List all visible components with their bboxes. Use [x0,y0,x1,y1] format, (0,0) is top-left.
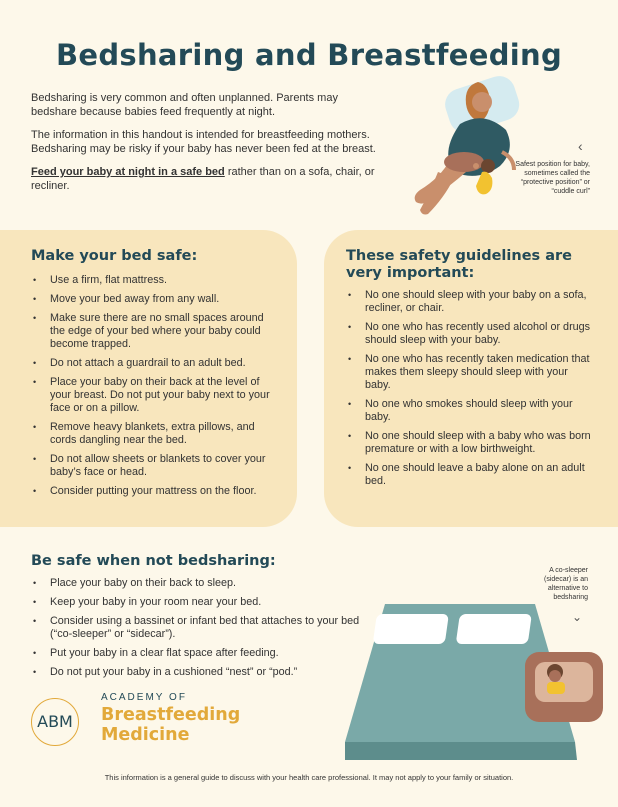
safety-guidelines-heading: These safety guidelines are very important: [346,248,572,281]
list-item: • No one who has recently taken medication that makes them sleepy should sleep with your baby. [346,353,596,392]
co-sleeper-caption: A co-sleeper (sidecar) is an alternative to bedsharing [544,567,588,601]
cuddle-curl-caption: Safest position for baby, sometimes called the “protective position” or “cuddle curl” [515,161,590,195]
list-item: • Consider using a bassinet or infant bed that attaches to your bed (“co-sleeper” or “sidecar”). [31,615,361,641]
intro-paragraph-3: Feed your baby at night in a safe bed rather than on a sofa, chair, or recliner. [31,166,375,192]
logo-academy-of: ACADEMY OF [101,692,187,703]
list-item: • Consider putting your mattress on the floor. [31,485,271,498]
make-bed-safe-list [31,274,271,504]
safety-guidelines-list [346,289,596,494]
logo-name [101,705,240,745]
chevron-left-icon: ‹ [578,138,583,154]
safe-bed-link[interactable]: Feed your baby at night in a safe bed [31,166,225,178]
abm-logo [31,688,291,758]
list-item: • No one should sleep with a baby who was born premature or with a low birthweight. [346,430,596,456]
list-item: • Place your baby on their back at the level of your breast. Do not put your baby next to your face or on a pillow. [31,376,271,415]
intro-text [31,92,381,203]
list-item: • No one should sleep with your baby on a sofa, recliner, or chair. [346,289,596,315]
list-item: • Move your bed away from any wall. [31,293,271,306]
list-item: • Do not attach a guardrail to an adult bed. [31,357,271,370]
make-bed-safe-heading: Make your bed safe: [31,248,198,264]
list-item: • Do not put your baby in a cushioned “nest” or “pod.” [31,666,361,679]
list-item: • No one should leave a baby alone on an adult bed. [346,462,596,488]
list-item: • Do not allow sheets or blankets to cover your baby’s face or head. [31,453,271,479]
list-item: • Keep your baby in your room near your bed. [31,596,361,609]
footer-disclaimer: This information is a general guide to discuss with your health care professional. It may not apply to your family or situation. [104,773,514,782]
logo-line-breastfeeding: Breastfeeding [101,705,241,725]
list-item: • Remove heavy blankets, extra pillows, and cords dangling near the bed. [31,421,271,447]
bed-with-co-sleeper-illustration [345,592,618,764]
list-item: • Put your baby in a clear flat space after feeding. [31,647,361,660]
safety-guidelines-panel [324,230,618,527]
chevron-down-icon: ⌄ [572,610,583,624]
not-bedsharing-list [31,577,361,685]
intro-paragraph-1: Bedsharing is very common and often unplanned. Parents may bedshare because babies feed frequently at night. [31,92,338,118]
not-bedsharing-heading: Be safe when not bedsharing: [31,553,276,569]
page-title: Bedsharing and Breastfeeding [55,38,563,72]
list-item: • Make sure there are no small spaces around the edge of your bed where your baby could become trapped. [31,312,271,351]
mother-baby-cuddle-curl-illustration [398,62,618,222]
abm-logo-mark: ABM [31,698,79,746]
list-item: • Use a firm, flat mattress. [31,274,271,287]
list-item: • No one who has recently used alcohol or drugs should sleep with your baby. [346,321,596,347]
list-item: • No one who smokes should sleep with your baby. [346,398,596,424]
logo-line-medicine: Medicine [101,725,190,745]
list-item: • Place your baby on their back to sleep. [31,577,361,590]
intro-paragraph-2: The information in this handout is intended for breastfeeding mothers. Bedsharing may be risky if your baby has never been fed at the breast. [31,129,376,155]
make-bed-safe-panel [0,230,297,527]
